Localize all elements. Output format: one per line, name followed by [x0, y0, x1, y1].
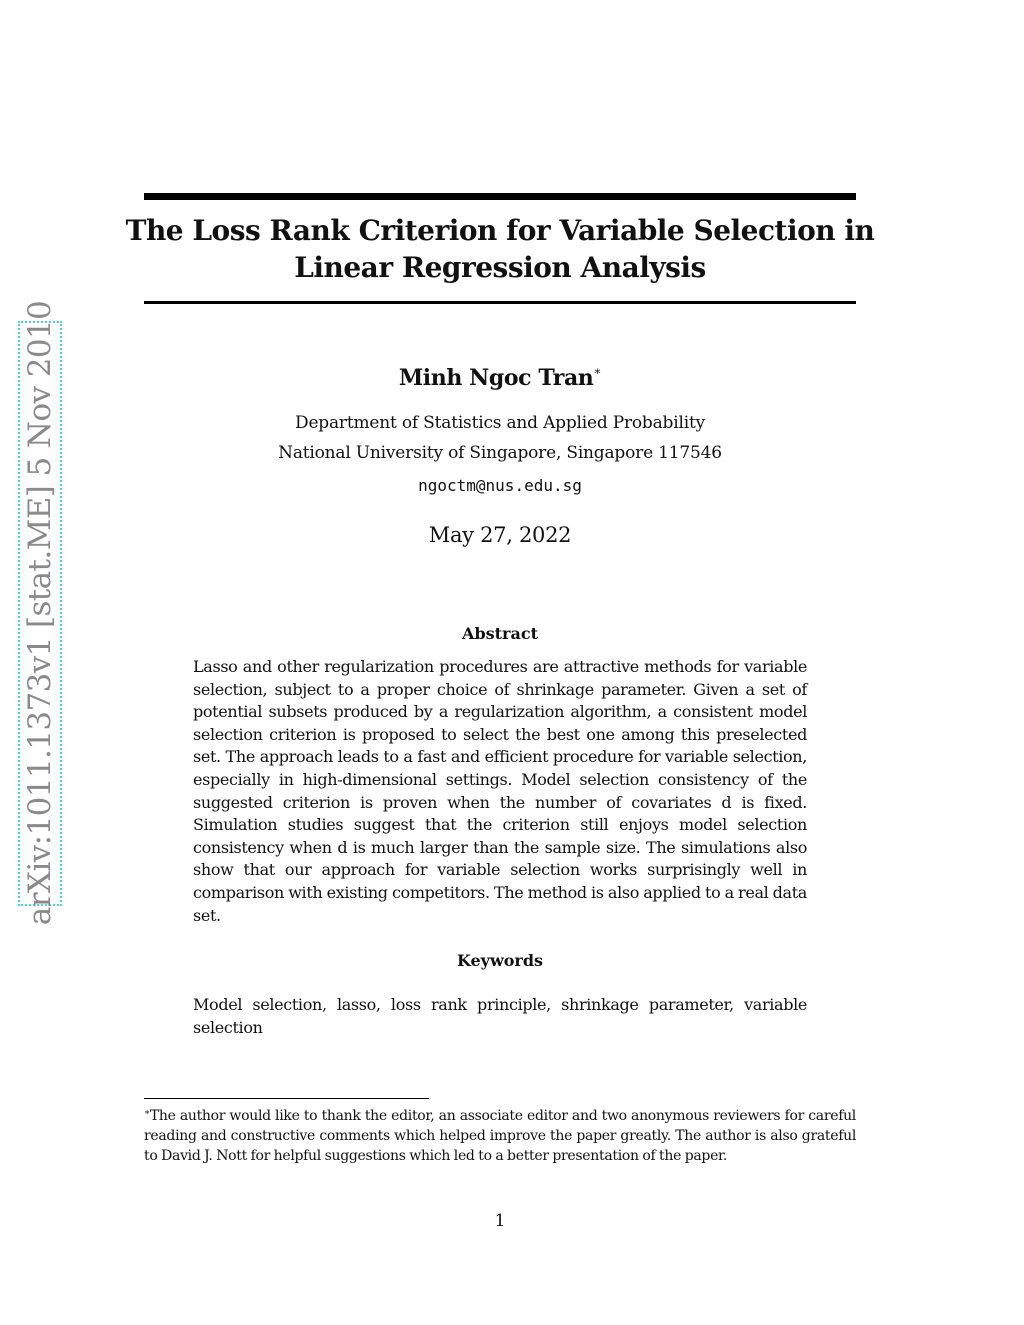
author-email: ngoctm@nus.edu.sg	[418, 476, 582, 495]
paper-date: May 27, 2022	[428, 523, 572, 547]
title-line-2: Linear Regression Analysis	[294, 251, 706, 284]
author-footnote-marker: ∗	[593, 364, 602, 378]
title-top-rule	[144, 193, 856, 200]
title-bottom-rule	[144, 301, 856, 304]
footnote-text: The author would like to thank the editor, an associate editor and two anonymous reviewers for careful reading and constructive comments which helped improve the paper greatly. The author is also grateful to David J. Nott for helpful suggestions which led to a better presentation of the paper.	[144, 1108, 856, 1164]
abstract-heading: Abstract	[462, 624, 538, 643]
keywords-text: Model selection, lasso, loss rank principle, shrinkage parameter, variable selection	[193, 995, 807, 1037]
footnote	[144, 1103, 856, 1166]
page-number: 1	[494, 1211, 506, 1231]
abstract-text: Lasso and other regularization procedures are attractive methods for variable selection, subject to a proper choice of shrinkage parameter. Given a set of potential subsets produced by a regularization algorithm, a consistent model selection criterion is proposed to select the best one among this preselected set. The approach leads to a fast and efficient procedure for variable selection, especially in high-dimensional settings. Model selection consistency of the suggested criterion is proven when the number of covariates d is fixed. Simulation studies suggest that the criterion still enjoys model selection consistency when d is much larger than the sample size. The simulations also show that our approach for variable selection works surprisingly well in comparison with existing competitors. The method is also applied to a real data set.	[193, 657, 807, 925]
author-department: Department of Statistics and Applied Probability	[295, 413, 705, 433]
paper-title	[120, 212, 880, 286]
arxiv-stamp[interactable]: arXiv:1011.1373v1 [stat.ME] 5 Nov 2010	[22, 300, 58, 926]
footnote-marker: ∗	[144, 1108, 150, 1118]
keywords-heading: Keywords	[456, 951, 544, 970]
author-block	[200, 364, 800, 391]
author-name: Minh Ngoc Tran	[398, 365, 594, 391]
footnote-rule	[144, 1098, 429, 1099]
author-university: National University of Singapore, Singapore 117546	[278, 443, 722, 463]
title-line-1: The Loss Rank Criterion for Variable Selection in	[125, 214, 875, 247]
